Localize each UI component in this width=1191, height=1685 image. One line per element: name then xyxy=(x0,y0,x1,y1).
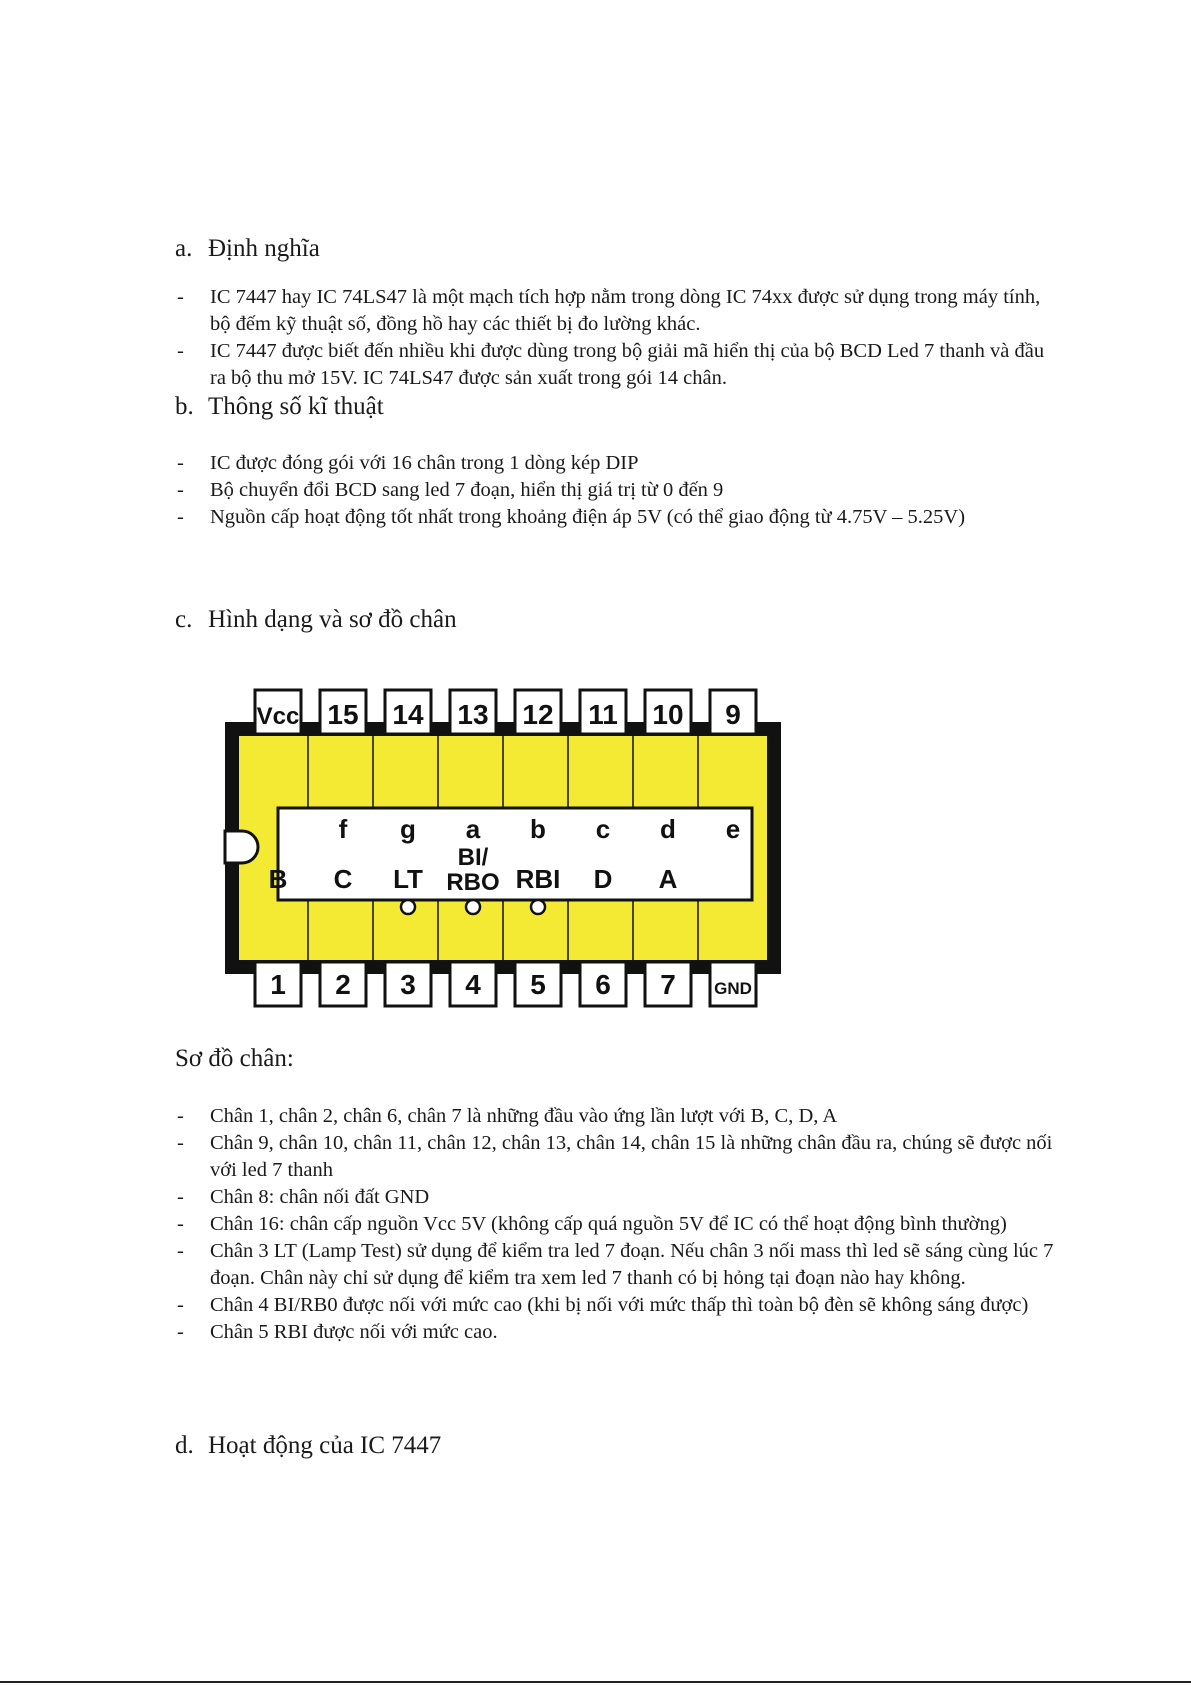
section-marker: d. xyxy=(175,1432,194,1459)
top-pin-signal: c xyxy=(595,814,611,844)
bottom-pin-number: 7 xyxy=(660,969,676,1000)
top-pin-number: Vcc xyxy=(256,703,300,730)
active-low-bubble xyxy=(466,900,480,914)
bottom-pin-number: 2 xyxy=(335,969,351,1000)
top-pin-number: 11 xyxy=(588,699,618,730)
section-marker: c. xyxy=(175,606,193,633)
section-c-heading xyxy=(175,605,457,635)
top-pin-number: 15 xyxy=(327,699,359,730)
spec-list xyxy=(175,450,1055,531)
bottom-pin-number: GND xyxy=(714,979,752,998)
bottom-pin-signal: LT xyxy=(393,864,423,894)
bottom-pin-signal: RBI xyxy=(515,864,561,894)
top-pin-number: 9 xyxy=(725,699,741,730)
top-pin-signal: g xyxy=(400,814,416,844)
top-pin-signal: a xyxy=(465,814,481,844)
top-pin-signal: f xyxy=(338,814,348,844)
top-pin-number: 14 xyxy=(392,699,424,730)
list-item: - Chân 16: chân cấp nguồn Vcc 5V (không cấp quá nguồn 5V để IC có thể hoạt động bình thường) xyxy=(175,1211,1055,1238)
list-item: - Chân 8: chân nối đất GND xyxy=(175,1184,1055,1211)
top-pin-number: 10 xyxy=(652,699,684,730)
top-pin-signal: b xyxy=(530,814,546,844)
active-low-bubble xyxy=(531,900,545,914)
definition-list xyxy=(175,284,1055,392)
top-pin-signal: d xyxy=(660,814,676,844)
list-item: - IC 7447 được biết đến nhiều khi được dùng trong bộ giải mã hiển thị của bộ BCD Led 7 thanh và đầu ra bộ thu mở 15V. IC 74LS47 được sản xuất trong gói 14 chân. xyxy=(175,338,1055,392)
top-pin-number: 13 xyxy=(457,699,489,730)
pinout-list xyxy=(175,1103,1055,1346)
list-item: - Bộ chuyển đổi BCD sang led 7 đoạn, hiển thị giá trị từ 0 đến 9 xyxy=(175,477,1055,504)
bottom-pin-signal: RBO xyxy=(446,869,500,896)
section-title: Thông số kĩ thuật xyxy=(208,393,384,420)
list-item: - IC được đóng gói với 16 chân trong 1 dòng kép DIP xyxy=(175,450,1055,477)
active-low-bubble xyxy=(401,900,415,914)
bottom-pin-number: 1 xyxy=(270,969,286,1000)
bottom-pin-number: 3 xyxy=(400,969,416,1000)
section-marker: b. xyxy=(175,393,194,420)
top-pin-signal: e xyxy=(725,814,741,844)
section-title: Định nghĩa xyxy=(208,235,320,262)
section-title: Hoạt động của IC 7447 xyxy=(208,1432,442,1459)
bottom-pin-number: 4 xyxy=(465,969,481,1000)
section-b-heading xyxy=(175,392,384,422)
bottom-pin-signal: BI/ xyxy=(457,844,489,871)
section-marker: a. xyxy=(175,235,193,262)
bottom-pin-number: 5 xyxy=(530,969,546,1000)
ic-7447-pin-diagram xyxy=(222,688,784,1008)
section-title: Hình dạng và sơ đồ chân xyxy=(208,606,457,633)
ic-diagram-svg xyxy=(222,688,784,1008)
bottom-pin-signal: C xyxy=(333,864,353,894)
list-item: - Nguồn cấp hoạt động tốt nhất trong khoảng điện áp 5V (có thể giao động từ 4.75V – 5.25V) xyxy=(175,504,1055,531)
top-pin-number: 12 xyxy=(522,699,554,730)
bottom-pin-number: 6 xyxy=(595,969,611,1000)
list-item: - Chân 3 LT (Lamp Test) sử dụng để kiểm tra led 7 đoạn. Nếu chân 3 nối mass thì led sẽ sáng cùng lúc 7 đoạn. Chân này chỉ sử dụng để kiểm tra xem led 7 thanh có bị hỏng tại đoạn nào hay không. xyxy=(175,1238,1055,1292)
bottom-pin-signal: B xyxy=(268,864,288,894)
section-a-heading xyxy=(175,234,320,264)
page-edge-divider xyxy=(0,1681,1191,1683)
list-item: - Chân 5 RBI được nối với mức cao. xyxy=(175,1319,1055,1346)
pinout-label: Sơ đồ chân: xyxy=(175,1045,294,1072)
list-item: - IC 7447 hay IC 74LS47 là một mạch tích hợp nằm trong dòng IC 74xx được sử dụng trong máy tính, bộ đếm kỹ thuật số, đồng hồ hay các thiết bị đo lường khác. xyxy=(175,284,1055,338)
bottom-pin-signal: D xyxy=(593,864,613,894)
ic-notch xyxy=(225,831,258,863)
list-item: - Chân 9, chân 10, chân 11, chân 12, chân 13, chân 14, chân 15 là những chân đầu ra, chúng sẽ được nối với led 7 thanh xyxy=(175,1130,1055,1184)
list-item: - Chân 1, chân 2, chân 6, chân 7 là những đầu vào ứng lần lượt với B, C, D, A xyxy=(175,1103,1055,1130)
list-item: - Chân 4 BI/RB0 được nối với mức cao (khi bị nối với mức thấp thì toàn bộ đèn sẽ không sáng được) xyxy=(175,1292,1055,1319)
section-d-heading xyxy=(175,1431,441,1461)
bottom-pin-signal: A xyxy=(658,864,678,894)
